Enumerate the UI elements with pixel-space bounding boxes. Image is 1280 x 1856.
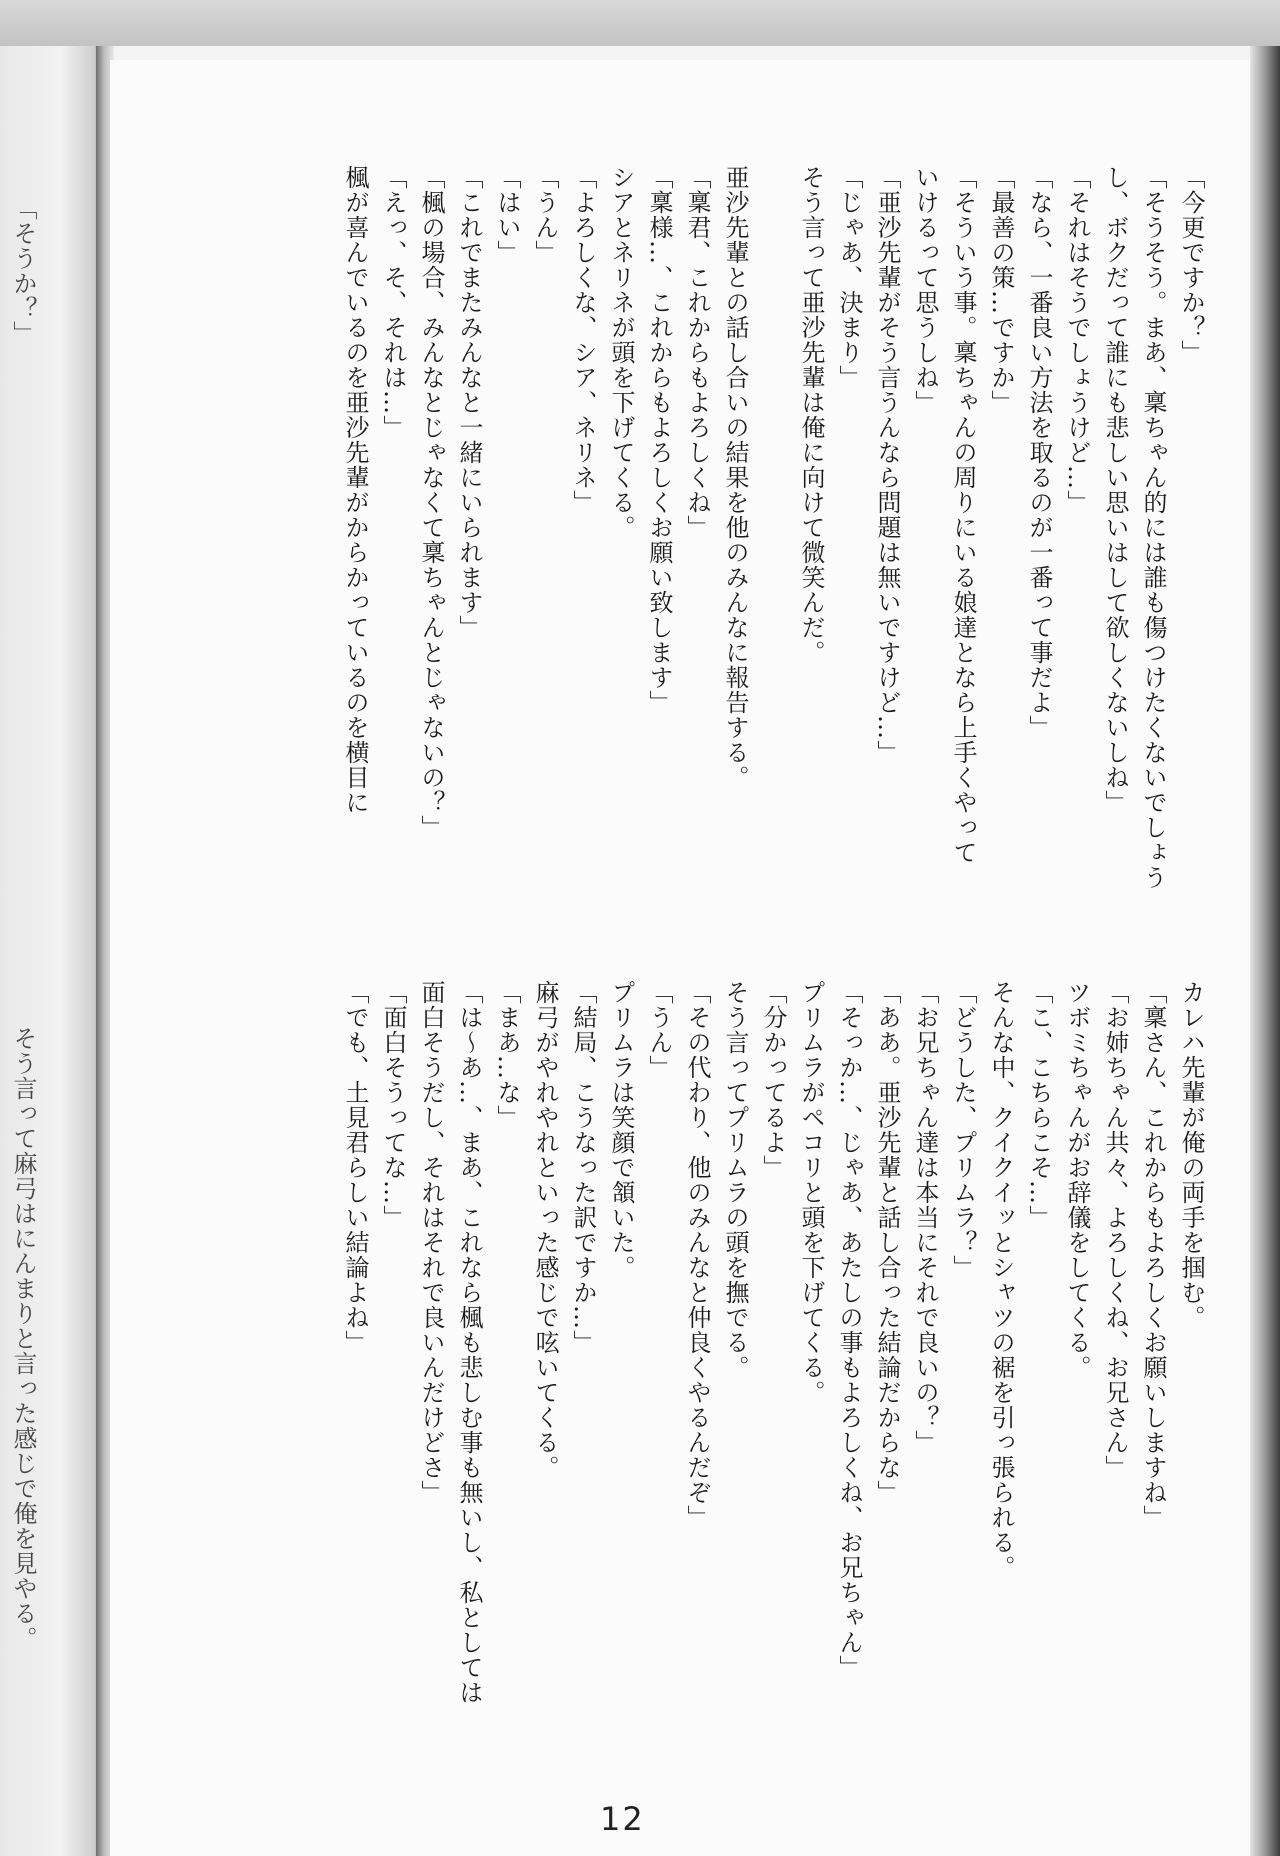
text-line: プリムラがペコリと頭を下げてくる。 xyxy=(797,980,825,1405)
text-line: 「結局、こうなった訳ですか…」 xyxy=(569,980,597,1355)
book-page xyxy=(110,60,1250,1856)
text-line: 「今更ですか？」 xyxy=(1177,165,1205,365)
text-line: 「面白そうってな…」 xyxy=(379,980,407,1230)
text-line: 面白そうだし、それはそれで良いんだけどさ」 xyxy=(417,980,445,1505)
page-stack-edge xyxy=(1250,46,1280,1856)
upper-text-block xyxy=(210,165,1210,890)
text-line: 「うん」 xyxy=(531,165,559,265)
text-line: 「なら、一番良い方法を取るのが一番って事だよ」 xyxy=(1025,165,1053,740)
previous-page-top-text xyxy=(4,196,42,846)
text-line: 「どうした、プリムラ？」 xyxy=(949,980,977,1280)
text-line: いけるって思うしね」 xyxy=(911,165,939,415)
text-line: 「こ、こちらこそ…」 xyxy=(1025,980,1053,1230)
previous-page-line: そう言って麻弓はにんまりと言った感じで俺を見やる。 xyxy=(9,1026,37,1651)
text-line: 「は～あ…、まあ、これなら楓も悲しむ事も無いし、私としては xyxy=(455,980,483,1705)
text-line: ツボミちゃんがお辞儀をしてくる。 xyxy=(1063,980,1091,1380)
text-line: シアとネリネが頭を下げてくる。 xyxy=(607,165,635,540)
text-line: 「そういう事。稟ちゃんの周りにいる娘達となら上手くやって xyxy=(949,165,977,865)
text-line: 「えっ、そ、それは…」 xyxy=(379,165,407,440)
text-line: 「稟様…、これからもよろしくお願い致します」 xyxy=(645,165,673,715)
previous-page-line: 「そうか？」 xyxy=(9,196,37,346)
text-line: そんな中、クイクイッとシャツの裾を引っ張られる。 xyxy=(987,980,1015,1580)
text-line: 「最善の策…ですか」 xyxy=(987,165,1015,415)
text-line: 「稟君、これからもよろしくね」 xyxy=(683,165,711,540)
text-line: 「これでまたみんなと一緒にいられます」 xyxy=(455,165,483,640)
text-line: 亜沙先輩との話し合いの結果を他のみんなに報告する。 xyxy=(721,165,749,790)
text-line: し、ボクだって誰にも悲しい思いはして欲しくないしね」 xyxy=(1101,165,1129,815)
text-line: 「でも、土見君らしい結論よね」 xyxy=(341,980,369,1355)
text-line: 楓が喜んでいるのを亜沙先輩がからかっているのを横目に xyxy=(341,165,369,815)
text-line: 「お姉ちゃん共々、よろしくね、お兄さん」 xyxy=(1101,980,1129,1480)
text-line: 「お兄ちゃん達は本当にそれで良いの？」 xyxy=(911,980,939,1455)
text-line: 「楓の場合、みんなとじゃなくて稟ちゃんとじゃないの？」 xyxy=(417,165,445,840)
text-line: そう言って亜沙先輩は俺に向けて微笑んだ。 xyxy=(797,165,825,665)
text-line xyxy=(754,165,792,845)
text-line: 「その代わり、他のみんなと仲良くやるんだぞ」 xyxy=(683,980,711,1530)
text-line: 「分かってるよ」 xyxy=(759,980,787,1180)
text-line: 「はい」 xyxy=(493,165,521,265)
text-line: プリムラは笑顔で頷いた。 xyxy=(607,980,635,1280)
text-line: そう言ってプリムラの頭を撫でる。 xyxy=(721,980,749,1380)
text-line: 「うん」 xyxy=(645,980,673,1080)
previous-page-bottom-text xyxy=(4,1026,42,1846)
text-line: 「それはそうでしょうけど…」 xyxy=(1063,165,1091,515)
text-line: 「稟さん、これからもよろしくお願いしますね」 xyxy=(1139,980,1167,1530)
page-number: 12 xyxy=(600,1800,645,1838)
lower-text-block xyxy=(210,980,1210,1705)
text-line: カレハ先輩が俺の両手を掴む。 xyxy=(1177,980,1205,1330)
text-line: 「亜沙先輩がそう言うんなら問題は無いですけど…」 xyxy=(873,165,901,765)
text-line: 「ああ。亜沙先輩と話し合った結論だからな」 xyxy=(873,980,901,1505)
text-line: 「そうそう。まあ、稟ちゃん的には誰も傷つけたくないでしょう xyxy=(1139,165,1167,890)
previous-page-edge xyxy=(0,46,102,1856)
text-line: 麻弓がやれやれといった感じで呟いてくる。 xyxy=(531,980,559,1480)
text-line: 「よろしくな、シア、ネリネ」 xyxy=(569,165,597,515)
text-line: 「まあ…な」 xyxy=(493,980,521,1130)
text-line: 「そっか…、じゃあ、あたしの事もよろしくね、お兄ちゃん」 xyxy=(835,980,863,1680)
text-line: 「じゃあ、決まり」 xyxy=(835,165,863,390)
